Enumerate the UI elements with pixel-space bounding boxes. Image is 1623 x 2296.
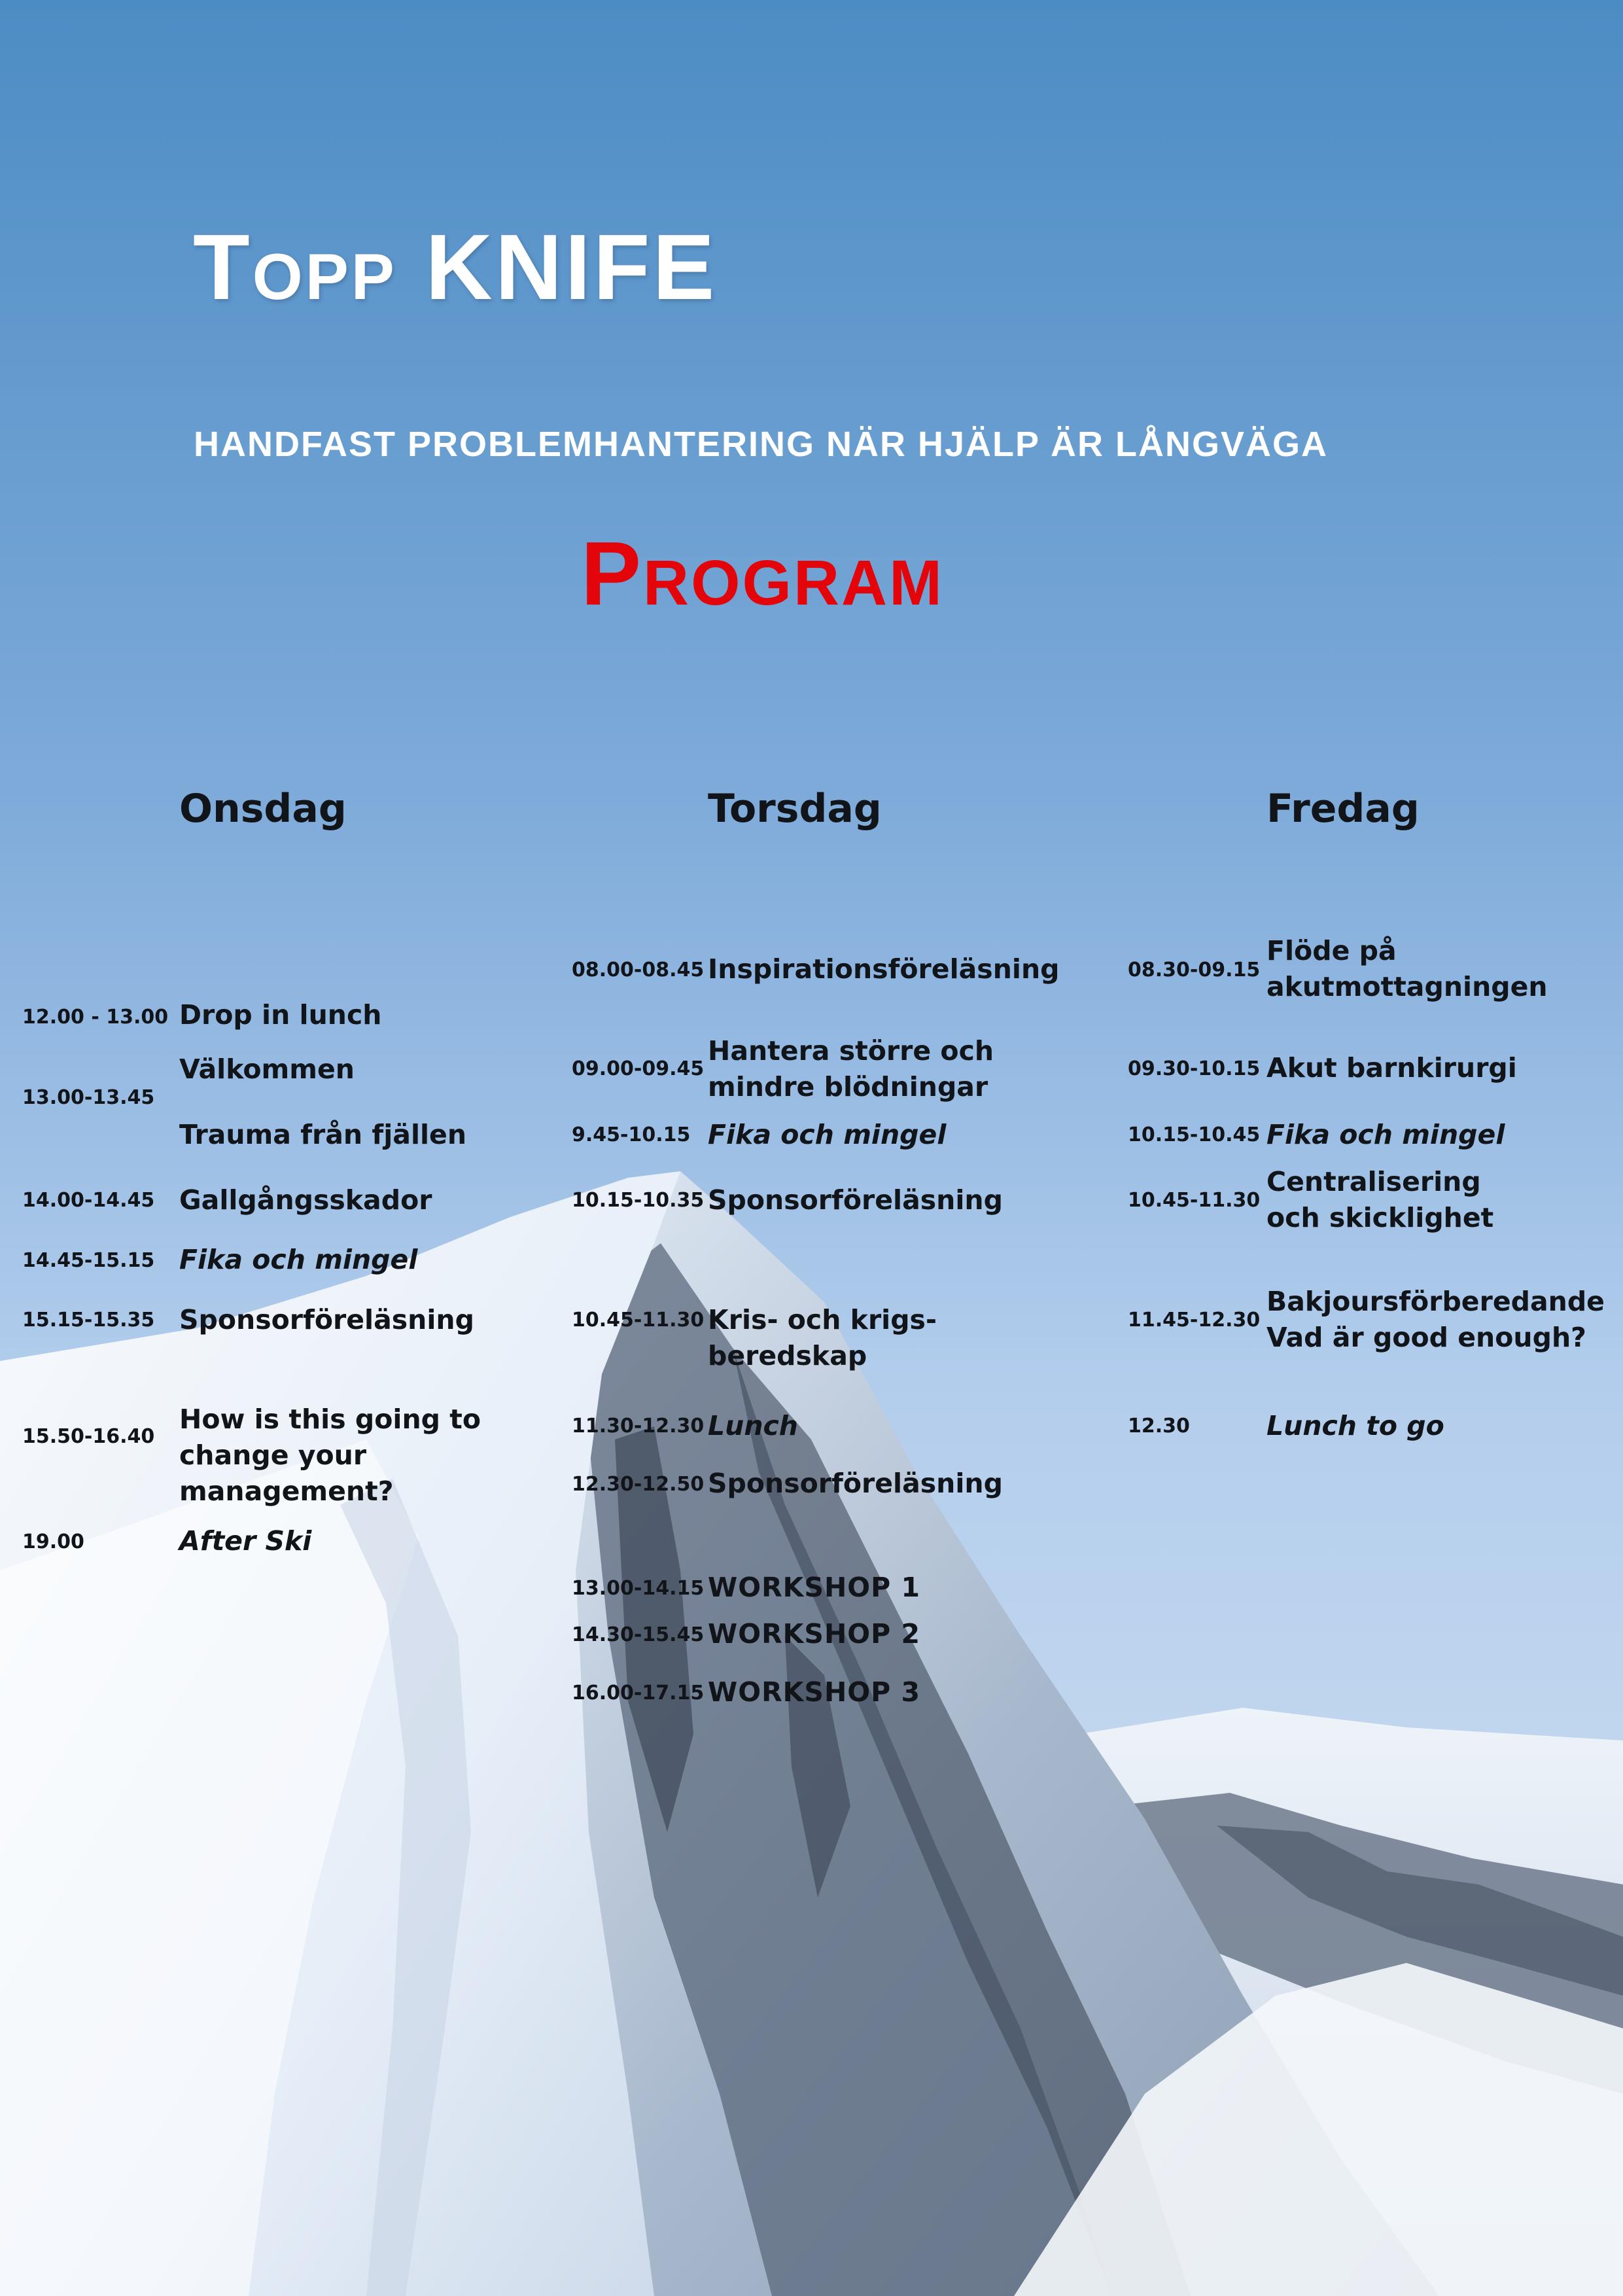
onsdag-item-4-title: Gallgångsskador (179, 1184, 432, 1216)
torsdag-item-2-time: 09.00-09.45 (572, 1057, 705, 1080)
torsdag-item-7-time: 12.30-12.50 (572, 1473, 705, 1496)
fredag-item-3-title: Fika och mingel (1266, 1119, 1505, 1150)
onsdag-item-7-title: How is this going to change your management? (179, 1404, 481, 1507)
onsdag-item-8-title: After Ski (179, 1525, 312, 1557)
fredag-item-1-time: 08.30-09.15 (1128, 959, 1261, 981)
onsdag-item-2-title: Välkommen (179, 1053, 355, 1085)
torsdag-item-10-title: WORKSHOP 3 (708, 1676, 920, 1708)
onsdag-item-5-title: Fika och mingel (179, 1244, 418, 1275)
program-heading: Program (581, 523, 944, 624)
onsdag-item-6-time: 15.15-15.35 (22, 1309, 155, 1332)
torsdag-item-1-time: 08.00-08.45 (572, 959, 705, 981)
torsdag-item-6-title: Lunch (708, 1410, 798, 1441)
fredag-item-1-title: Flöde på akutmottagningen (1266, 935, 1548, 1002)
fredag-item-4-title: Centralisering och skicklighet (1266, 1166, 1494, 1233)
torsdag-item-4-title: Sponsorföreläsning (708, 1184, 1003, 1216)
torsdag-item-7-title: Sponsorföreläsning (708, 1468, 1003, 1499)
onsdag-item-1-time: 12.00 - 13.00 (22, 1006, 169, 1029)
fredag-item-6-time: 12.30 (1128, 1415, 1190, 1438)
onsdag-item-4-time: 14.00-14.45 (22, 1189, 155, 1212)
onsdag-item-3-title: Trauma från fjällen (179, 1119, 467, 1150)
fredag-item-5-title: Bakjoursförberedande Vad är good enough? (1266, 1286, 1605, 1353)
day-heading-onsdag: Onsdag (179, 786, 347, 832)
fredag-item-5-time: 11.45-12.30 (1128, 1309, 1261, 1332)
onsdag-item-5-time: 14.45-15.15 (22, 1249, 155, 1272)
torsdag-item-5-title: Kris- och krigs-beredskap (708, 1304, 937, 1371)
day-heading-torsdag: Torsdag (708, 786, 882, 832)
torsdag-item-5-time: 10.45-11.30 (572, 1309, 705, 1332)
torsdag-item-9-title: WORKSHOP 2 (708, 1618, 920, 1650)
torsdag-item-3-time: 9.45-10.15 (572, 1123, 691, 1146)
onsdag-item-8-time: 19.00 (22, 1530, 84, 1553)
fredag-item-2-title: Akut barnkirurgi (1266, 1052, 1517, 1084)
fredag-item-3-time: 10.15-10.45 (1128, 1123, 1261, 1146)
torsdag-item-10-time: 16.00-17.15 (572, 1682, 705, 1704)
fredag-item-2-time: 09.30-10.15 (1128, 1057, 1261, 1080)
torsdag-item-1-title: Inspirationsföreläsning (708, 953, 1060, 985)
torsdag-item-3-title: Fika och mingel (708, 1119, 947, 1150)
torsdag-item-4-time: 10.15-10.35 (572, 1189, 705, 1212)
fredag-item-6-title: Lunch to go (1266, 1410, 1444, 1441)
onsdag-item-1-title: Drop in lunch (179, 999, 382, 1031)
torsdag-item-2-title: Hantera större och mindre blödningar (708, 1035, 994, 1103)
onsdag-item-7-time: 15.50-16.40 (22, 1425, 155, 1448)
torsdag-item-9-time: 14.30-15.45 (572, 1623, 705, 1646)
poster-subtitle: HANDFAST PROBLEMHANTERING NÄR HJÄLP ÄR LÅNGVÄGA (194, 425, 1329, 464)
onsdag-item-2-time: 13.00-13.45 (22, 1086, 155, 1109)
torsdag-item-8-title: WORKSHOP 1 (708, 1572, 920, 1603)
onsdag-item-6-title: Sponsorföreläsning (179, 1304, 474, 1335)
torsdag-item-6-time: 11.30-12.30 (572, 1415, 705, 1438)
day-heading-fredag: Fredag (1266, 786, 1420, 832)
poster-title: Topp KNIFE (193, 215, 718, 319)
fredag-item-4-time: 10.45-11.30 (1128, 1189, 1261, 1212)
torsdag-item-8-time: 13.00-14.15 (572, 1577, 705, 1600)
